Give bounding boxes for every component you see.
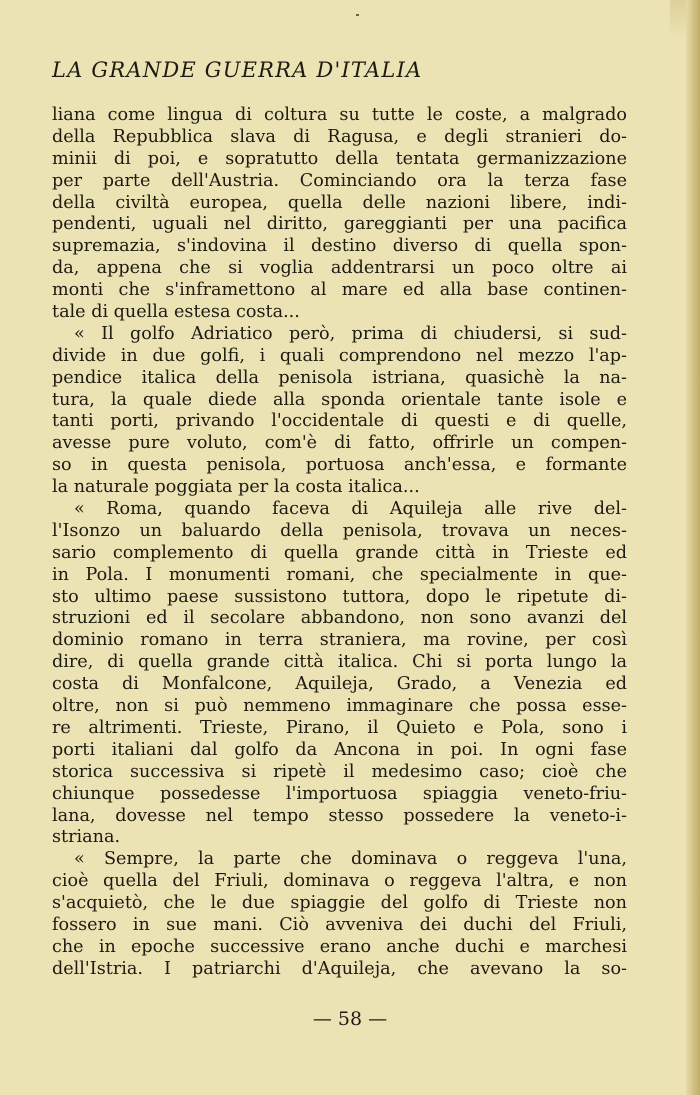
text-line: oltre, non si può nemmeno immaginare che possa esse- (52, 696, 627, 717)
text-line: « Roma, quando faceva di Aquileja alle rive del- (74, 499, 627, 520)
text-line: dire, di quella grande città italica. Chi si porta lungo la (52, 652, 627, 673)
text-line: dell'Istria. I patriarchi d'Aquileja, che avevano la so- (52, 958, 627, 979)
text-line: supremazia, s'indovina il destino diverso di quella spon- (52, 236, 627, 257)
text-line: la naturale poggiata per la costa italica... (52, 477, 420, 498)
text-line: in Pola. I monumenti romani, che specialmente in que- (52, 564, 627, 585)
text-line: avesse pure voluto, com'è di fatto, offrirle un compen- (52, 433, 627, 454)
text-line: divide in due golfi, i quali comprendono nel mezzo l'ap- (52, 345, 627, 366)
body-text (52, 105, 627, 981)
text-line: pendenti, uguali nel diritto, gareggianti per una pacifica (52, 214, 627, 235)
text-line: « Sempre, la parte che dominava o reggeva l'una, (74, 849, 627, 870)
text-line: lana, dovesse nel tempo stesso possedere la veneto-i- (52, 805, 627, 826)
text-line: re altrimenti. Trieste, Pirano, il Quieto e Pola, sono i (52, 717, 627, 738)
text-line: « Il golfo Adriatico però, prima di chiudersi, si sud- (74, 323, 627, 344)
page-number: — 58 — (312, 1008, 388, 1030)
text-line: cioè quella del Friuli, dominava o reggeva l'altra, e non (52, 871, 627, 892)
running-title: LA GRANDE GUERRA D'ITALIA (52, 58, 423, 82)
text-line: storica successiva si ripetè il medesimo caso; cioè che (52, 761, 627, 782)
text-line: costa di Monfalcone, Aquileja, Grado, a Venezia ed (52, 674, 627, 695)
text-line: per parte dell'Austria. Cominciando ora la terza fase (52, 170, 627, 191)
text-line: tanti porti, privando l'occidentale di questi e di quelle, (52, 411, 627, 432)
text-line: tale di quella estesa costa... (52, 302, 300, 323)
text-line: chiunque possedesse l'importuosa spiaggia veneto-friu- (52, 783, 627, 804)
text-line: striana. (52, 827, 121, 848)
paper-speck (356, 14, 359, 16)
text-line: sario complemento di quella grande città in Trieste ed (52, 542, 627, 563)
page-shadow (670, 0, 686, 40)
text-line: minii di poi, e sopratutto della tentata germanizzazione (52, 148, 627, 169)
text-line: l'Isonzo un baluardo della penisola, trovava un neces- (52, 520, 627, 541)
text-line: dominio romano in terra straniera, ma rovine, per così (52, 630, 627, 651)
text-line: della Repubblica slava di Ragusa, e degli stranieri do- (52, 126, 627, 147)
text-line: sto ultimo paese sussistono tuttora, dopo le ripetute di- (52, 586, 627, 607)
text-line: da, appena che si voglia addentrarsi un poco oltre ai (52, 258, 627, 279)
text-line: che in epoche successive erano anche duchi e marchesi (52, 936, 627, 957)
page-edge (686, 0, 700, 1095)
text-line: pendice italica della penisola istriana, quasichè la na- (52, 367, 627, 388)
text-line: struzioni ed il secolare abbandono, non sono avanzi del (52, 608, 627, 629)
text-line: porti italiani dal golfo da Ancona in poi. In ogni fase (52, 739, 627, 760)
text-line: so in questa penisola, portuosa anch'essa, e formante (52, 455, 627, 476)
text-line: fossero in sue mani. Ciò avveniva dei duchi del Friuli, (52, 914, 627, 935)
text-line: liana come lingua di coltura su tutte le coste, a malgrado (52, 105, 627, 125)
text-line: s'acquietò, che le due spiaggie del golfo di Trieste non (52, 893, 627, 914)
text-line: tura, la quale diede alla sponda orientale tante isole e (52, 389, 627, 410)
text-line: monti che s'inframettono al mare ed alla base continen- (52, 280, 627, 301)
text-line: della civiltà europea, quella delle nazioni libere, indi- (52, 192, 627, 213)
